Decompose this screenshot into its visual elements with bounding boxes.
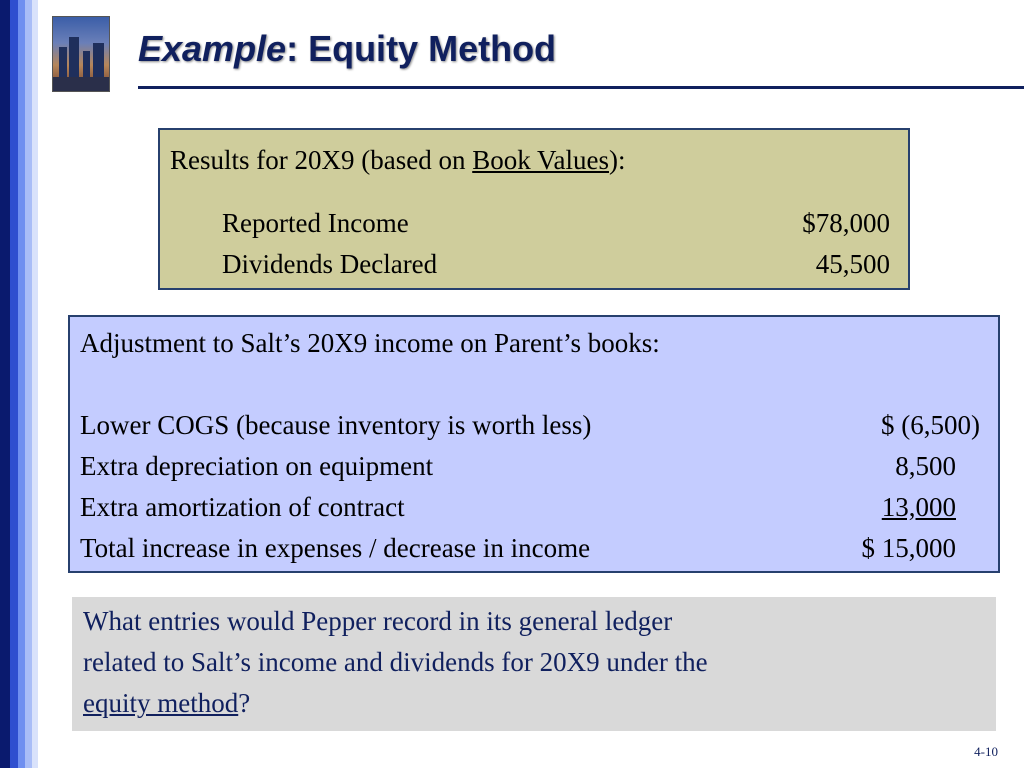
adjustment-row-value: 8,500: [895, 451, 956, 481]
adjustment-row: [80, 487, 980, 528]
title-italic: Example: [138, 28, 287, 69]
results-row-label: Dividends Declared: [222, 249, 438, 279]
question-underlined: equity method: [83, 688, 239, 718]
results-heading-prefix: Results for 20X9 (based on: [170, 145, 473, 175]
page-title: [138, 28, 556, 70]
results-heading-suffix: ):: [608, 145, 626, 175]
adjustment-row-value: 13,000: [881, 492, 956, 522]
results-heading: [170, 140, 890, 181]
stripe-light: [18, 0, 25, 768]
page-number: 4-10: [974, 744, 998, 759]
stripe-medium: [10, 0, 18, 768]
adjustment-row-label: Extra depreciation on equipment: [80, 451, 434, 481]
title-divider: [138, 86, 1024, 89]
results-row-value: $78,000: [802, 208, 890, 238]
book-cover-icon: [52, 16, 110, 92]
results-row: [170, 203, 890, 244]
stripe-lighter: [25, 0, 32, 768]
adjustment-row-value: $ (6,500): [881, 410, 980, 440]
results-row-label: Reported Income: [222, 208, 409, 238]
adjustment-row: [80, 528, 980, 569]
question-line-3: [83, 683, 978, 724]
adjustment-row-label: Lower COGS (because inventory is worth less): [80, 410, 592, 440]
adjustment-row: [80, 446, 980, 487]
adjustment-box: [68, 315, 1000, 573]
results-row-value: 45,500: [815, 249, 890, 279]
adjustment-row-label: Extra amortization of contract: [80, 492, 405, 522]
stripe-dark: [0, 0, 10, 768]
question-box: [72, 597, 996, 731]
question-line-2: related to Salt’s income and dividends for 20X9 under the: [83, 647, 708, 677]
question-line-1: What entries would Pepper record in its general ledger: [83, 606, 673, 636]
adjustment-row: [80, 405, 980, 446]
results-heading-underlined: Book Values: [472, 145, 609, 175]
stripe-lightest: [32, 0, 38, 768]
question-end: ?: [238, 688, 251, 718]
title-rest: : Equity Method: [286, 28, 557, 69]
results-box: [158, 128, 910, 290]
adjustment-row-label: Total increase in expenses / decrease in income: [80, 533, 591, 563]
results-row: [170, 244, 890, 285]
left-stripes: [0, 0, 40, 768]
adjustment-row-value: $ 15,000: [861, 533, 956, 563]
adjustment-heading: Adjustment to Salt’s 20X9 income on Parent’s books:: [80, 328, 660, 358]
